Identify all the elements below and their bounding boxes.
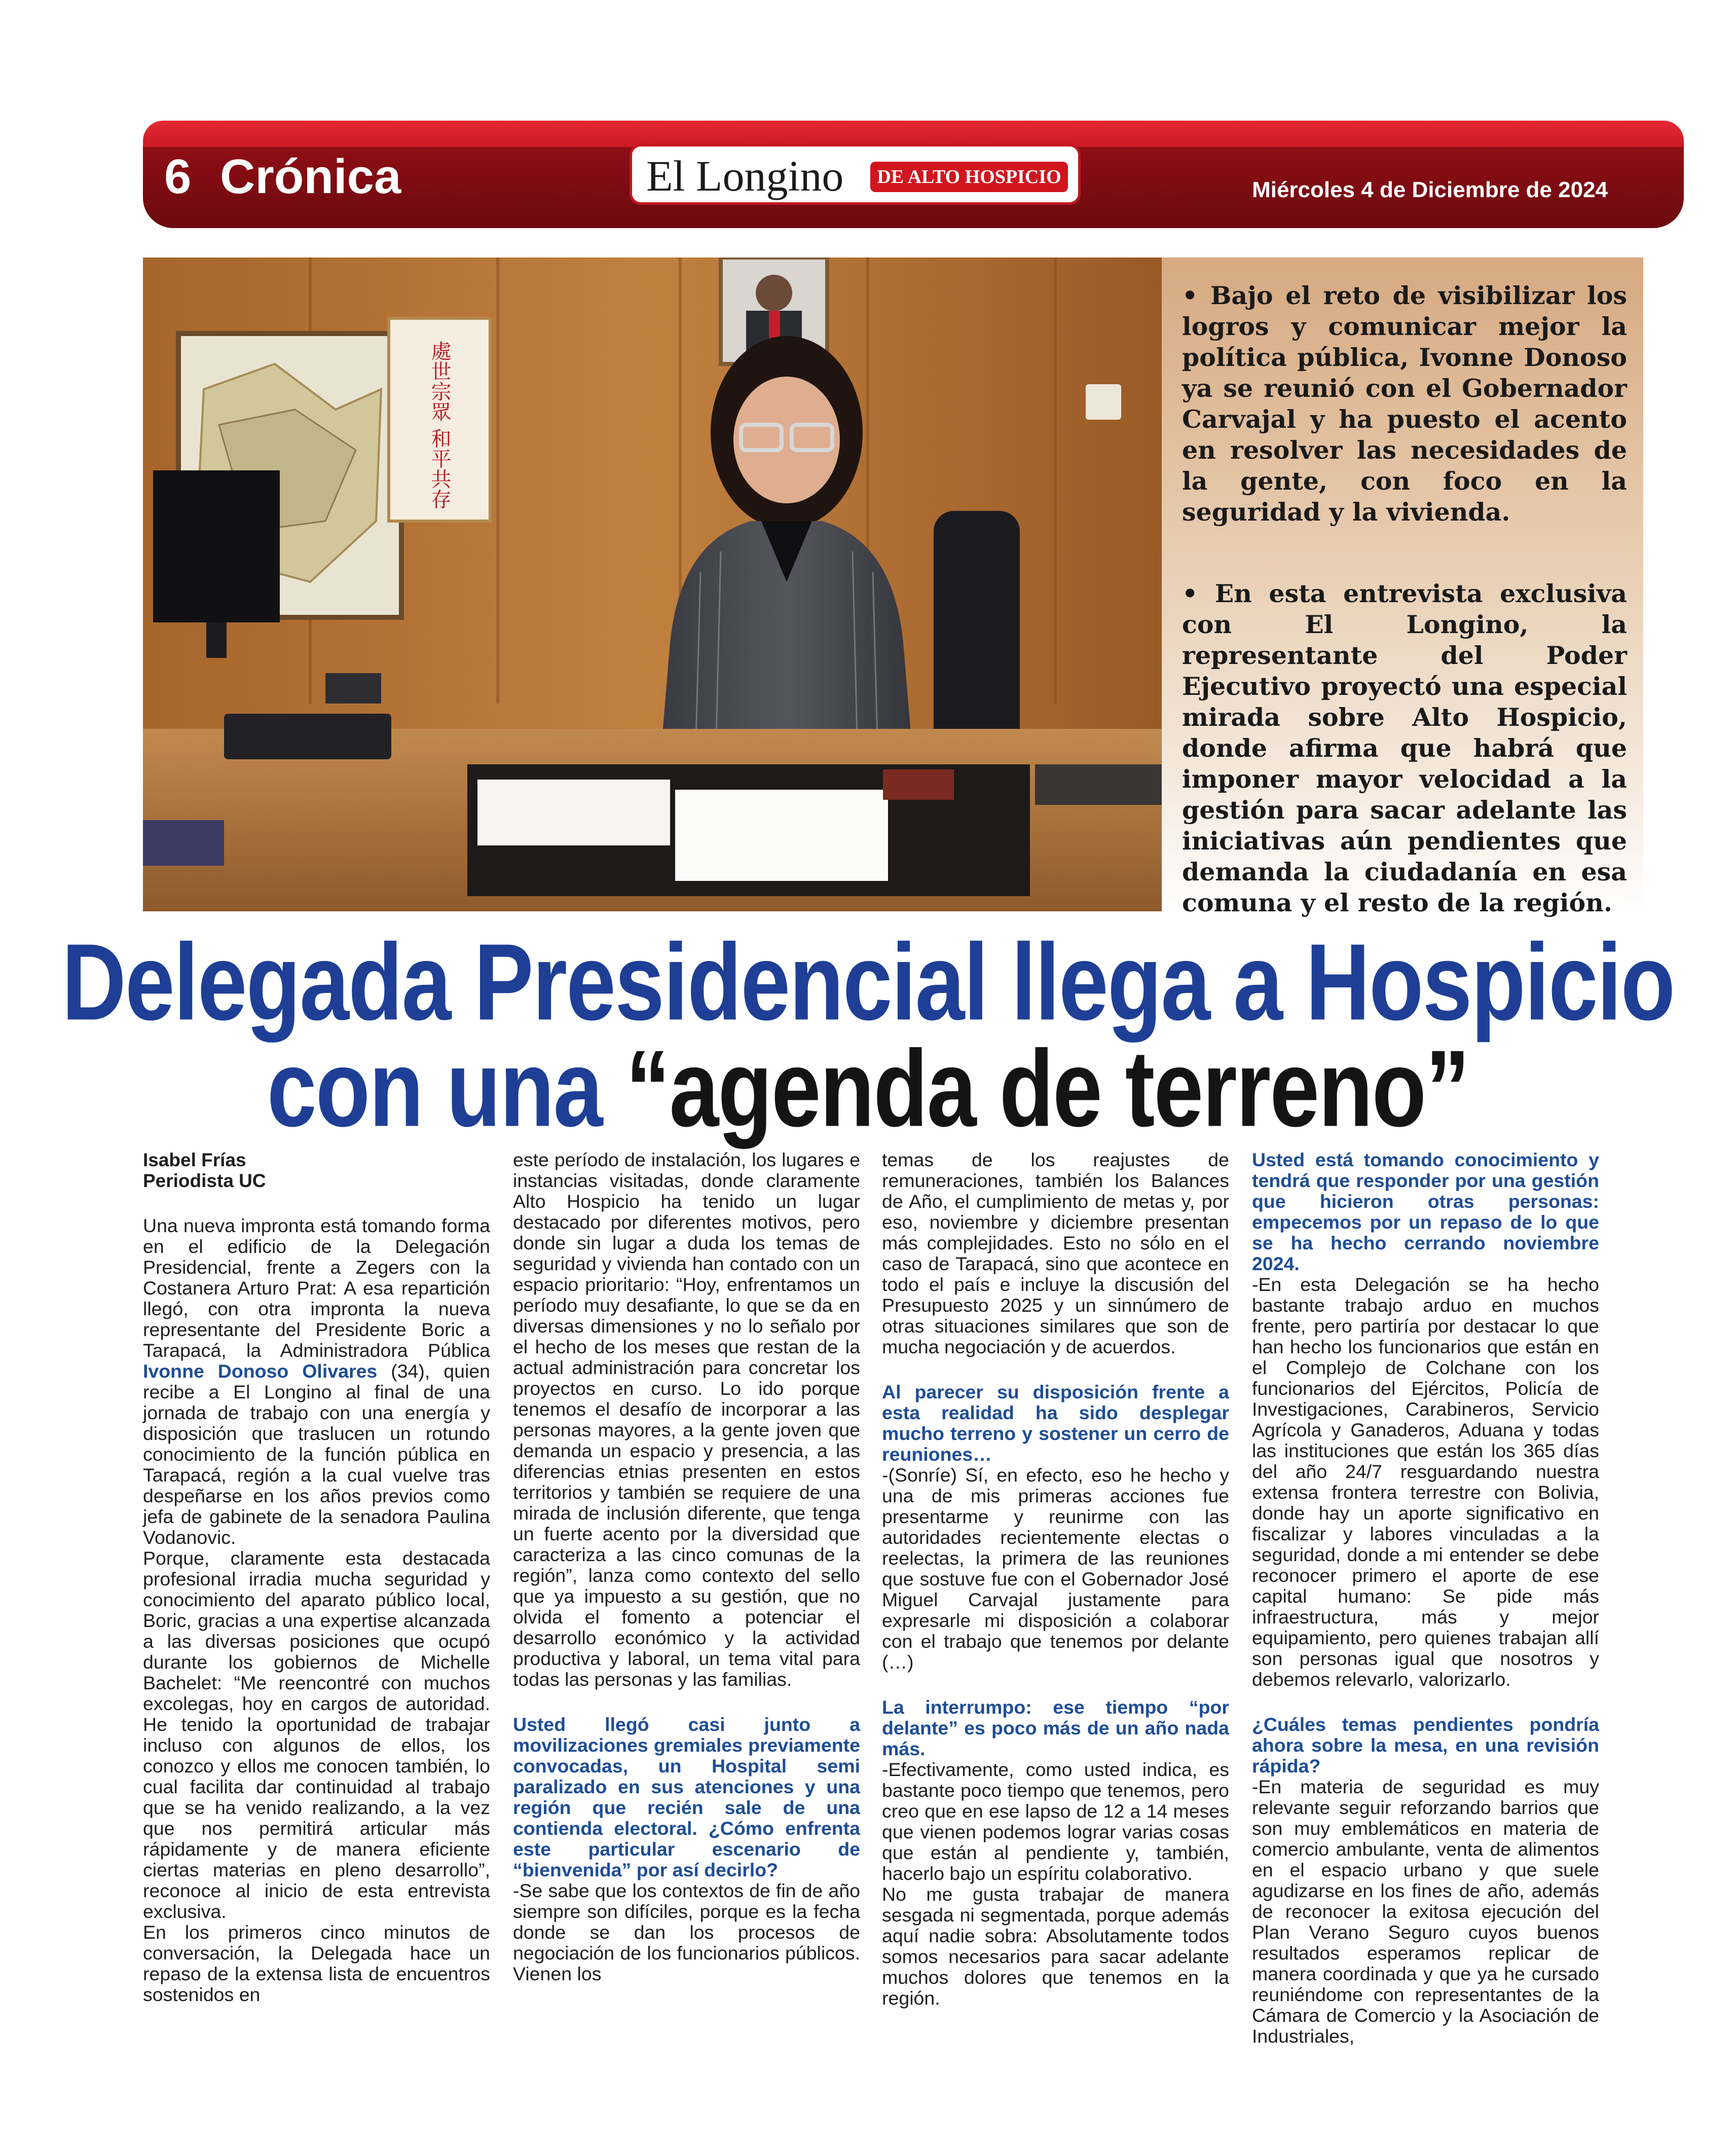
office-scene-illustration bbox=[143, 257, 1162, 911]
interview-question: Al parecer su disposición frente a esta realidad ha sido desplegar mucho terreno y sostener un cerro de reuniones… bbox=[882, 1381, 1229, 1465]
byline-name: Isabel Frías bbox=[143, 1150, 246, 1170]
paragraph: En los primeros cinco minutos de conversación, la Delegada hace un repaso de la extensa lista de encuentros sostenidos en bbox=[143, 1922, 490, 2005]
headline-line-2-blue: con una bbox=[267, 1028, 626, 1150]
headline-line-2-black: “agenda de terreno” bbox=[625, 1028, 1469, 1150]
lead-paragraph: • Bajo el reto de visibilizar los logros y comunicar mejor la política pública, Ivonne Donoso ya se reunió con el Gobernador Carvajal y ha puesto el acento en resolver las necesidades de la gente, con foco en la seguridad y la vivienda. bbox=[1182, 281, 1627, 527]
headline-line-1: Delegada Presidencial llega a Hospicio bbox=[61, 921, 1675, 1043]
masthead-logo bbox=[630, 144, 1081, 205]
headline-line-2 bbox=[0, 1026, 1736, 1151]
article-column-2 bbox=[513, 1150, 860, 1984]
masthead-subtitle: DE ALTO HOSPICIO bbox=[870, 162, 1068, 192]
article-column-4 bbox=[1252, 1150, 1599, 2047]
issue-date: Miércoles 4 de Diciembre de 2024 bbox=[1252, 177, 1608, 202]
interview-question: Usted llegó casi junto a movilizaciones gremiales previamente convocadas, un Hospital semi paralizado en sus atenciones y una región que recién sale de una contienda electoral. ¿Cómo enfrenta este particular escenario de “bienvenida” por así decirlo? bbox=[513, 1714, 860, 1880]
paragraph bbox=[143, 1215, 490, 1548]
paragraph: temas de los reajustes de remuneraciones, también los Balances de Año, el cumplimiento de metas y, por eso, noviembre y diciembre presentan más complejidades. Esto no sólo en el caso de Tarapacá, sino que acontece en todo el país e incluye la discusión del Presupuesto 2025 y un sinnúmero de otras situaciones similares que son de mucha negociación y de acuerdos. bbox=[882, 1149, 1229, 1357]
interview-answer: -Efectivamente, como usted indica, es bastante poco tiempo que tenemos, pero creo que en ese lapso de 12 a 14 meses que vienen podemos lograr varias cosas que están al pendiente y, también, hacerlo bajo un espíritu colaborativo. bbox=[882, 1759, 1229, 1884]
article-column-3 bbox=[882, 1150, 1229, 2009]
interviewee-name: Ivonne Donoso Olivares bbox=[143, 1360, 378, 1382]
paragraph: Porque, claramente esta destacada profesional irradia mucha seguridad y conocimiento del aparato público local, Boric, gracias a una expertise alcanzada a las diversas posiciones que ocupó durante los gobiernos de Michelle Bachelet: “Me reencontré con muchos excolegas, hoy en cargos de autoridad. He tenido la oportunidad de trabajar incluso con algunos de ellos, los conozco y ellos me conocen también, lo cual facilita dar continuidad al trabajo que se ha venido realizando, a la vez que nos permitirá articular más rápidamente y de manera eficiente ciertas materias en pleno desarrollo”, reconoce al inicio de esta entrevista exclusiva. bbox=[143, 1547, 490, 1922]
interview-question: ¿Cuáles temas pendientes pondría ahora sobre la mesa, en una revisión rápida? bbox=[1252, 1714, 1599, 1777]
poster-text: 處世宗眾 和平共存 bbox=[428, 340, 451, 509]
article-photo bbox=[143, 257, 1162, 911]
masthead-title: El Longino bbox=[646, 152, 844, 200]
interview-answer: -(Sonríe) Sí, en efecto, eso he hecho y una de mis primeras acciones fue presentarme y reunirme con las autoridades recientemente electas o reelectas, la primera de las reuniones que sostuve fue con el Gobernador José Miguel Carvajal justamente para expresarle mi disposición a colaborar con el trabajo que tenemos por delante (…) bbox=[882, 1464, 1229, 1673]
page-header bbox=[143, 121, 1684, 228]
article-column-1 bbox=[143, 1150, 490, 2005]
interview-answer: -Se sabe que los contextos de fin de año siempre son difíciles, porque es la fecha donde se dan los procesos de negociación de los funcionarios públicos. Vienen los bbox=[513, 1880, 860, 1984]
paragraph: este período de instalación, los lugares e instancias visitadas, donde claramente Alto Hospicio ha tenido un lugar destacado por diferentes motivos, pero donde sin lugar a duda los temas de seguridad y vivienda han contado con un espacio prioritario: “Hoy, enfrentamos un período muy desafiante, lo que se da en diversas dimensiones y no lo señalo por el hecho de los meses que restan de la actual administración para concretar los proyectos en curso. Lo ido porque tenemos el desafío de incorporar a las personas mayores, a la gente joven que demanda un espacio y presencia, a las diferencias etnias presenten en estos territorios y también se requiere de una mirada de inclusión diferente, que tenga un fuerte acento por la diversidad que caracteriza a las cinco comunas de la región”, lanza como contexto del sello que ya impuesto a su gestión, que no olvida el fomento a potenciar el desarrollo económico y la actividad productiva y laboral, un tema vital para todas las personas y las familias. bbox=[513, 1149, 860, 1690]
interview-answer: -En esta Delegación se ha hecho bastante trabajo arduo en muchos frente, pero partiría por destacar lo que han hecho los funcionarios que están en el Complejo de Colchane con los funcionarios del Ejércitos, Policía de Investigaciones, Carabineros, Servicio Agrícola y Ganaderos, Aduana y todas las instituciones que están los 365 días del año 24/7 resguardando nuestra extensa frontera terrestre con Bolivia, donde hay un aporte significativo en fiscalizar y labores vinculadas a la seguridad, donde a mi entender se debe reconocer primero el aporte de ese capital humano: Se pide más infraestructura, más y mejor equipamiento, pero quienes trabajan allí son personas igual que nosotros y debemos relevarlo, valorizarlo. bbox=[1252, 1274, 1599, 1690]
interview-answer: No me gusta trabajar de manera sesgada ni segmentada, porque además aquí nadie sobra: Absolutamente todos somos necesarios para sacar adelante muchos dolores que tenemos en la región. bbox=[882, 1883, 1229, 2009]
interview-question: Usted está tomando conocimiento y tendrá que responder por una gestión que hicieron otras personas: empecemos por un repaso de lo que se ha hecho cerrando noviembre 2024. bbox=[1252, 1149, 1599, 1274]
lead-box bbox=[1162, 257, 1643, 917]
paragraph-text: (34), quien recibe a El Longino al final de una jornada de trabajo con una energía y disposición que traslucen un rotundo conocimiento de la función pública en Tarapacá, región a la cual vuelve tras despeñarse en los años previos como jefa de gabinete de la senadora Paulina Vodanovic. bbox=[143, 1360, 490, 1548]
section-name: Crónica bbox=[220, 150, 401, 204]
page-number: 6 bbox=[164, 150, 192, 204]
lead-paragraph: • En esta entrevista exclusiva con El Longino, la representante del Poder Ejecutivo proyectó una especial mirada sobre Alto Hospicio, donde afirma que habrá que imponer mayor velocidad a la gestión para sacar adelante las iniciativas aún pendientes que demanda la ciudadanía en esa comuna y el resto de la región. bbox=[1182, 579, 1627, 917]
byline-role: Periodista UC bbox=[143, 1170, 266, 1191]
paragraph-text: Una nueva impronta está tomando forma en el edificio de la Delegación Presidencial, frente a Zegers con la Costanera Arturo Prat: A esa repartición llegó, con otra impronta la nueva representante del Presidente Boric a Tarapacá, la Administradora Pública bbox=[143, 1215, 490, 1361]
interview-answer: -En materia de seguridad es muy relevante seguir reforzando barrios que son muy emblemáticos en materia de comercio ambulante, venta de alimentos en el espacio urbano y que suele agudizarse en los fines de año, además de reconocer la exitosa ejecución del Plan Verano Seguro cuyos buenos resultados esperamos replicar de manera coordinada y que ya he cursado reuniéndome con representantes de la Cámara de Comercio y la Asociación de Industriales, bbox=[1252, 1776, 1599, 2047]
interview-question: La interrumpo: ese tiempo “por delante” es poco más de un año nada más. bbox=[882, 1696, 1229, 1759]
